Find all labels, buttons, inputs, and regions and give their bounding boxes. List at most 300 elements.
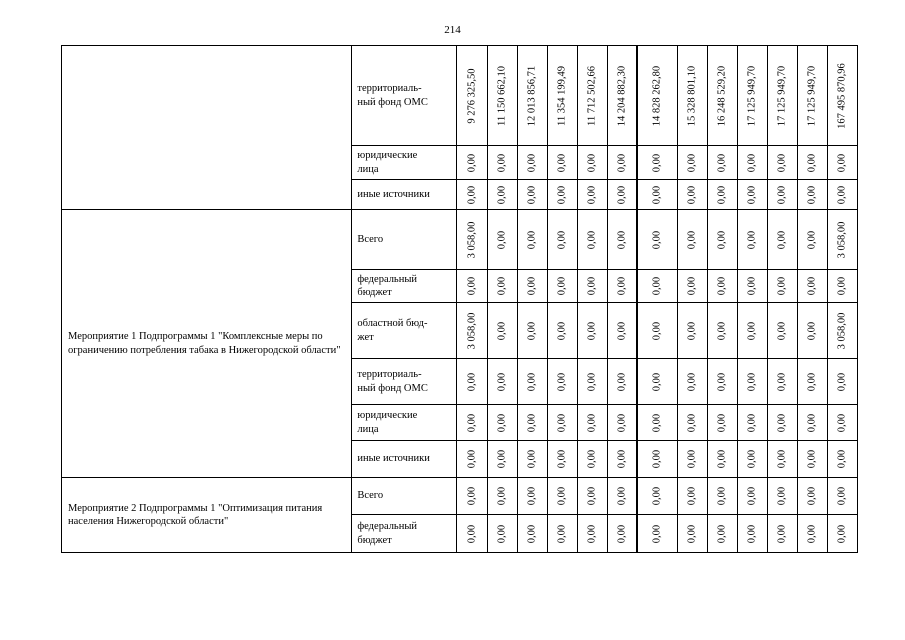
value-cell [457, 303, 487, 359]
value-text: 0,00 [616, 413, 628, 432]
value-cell [577, 146, 607, 180]
value-cell [487, 515, 517, 553]
value-text: 0,00 [651, 185, 663, 204]
measure-cell: Мероприятие 1 Подпрограммы 1 "Комплексные меры по ограничению потребления табака в Нижегородской области" [62, 210, 352, 478]
value-cell [457, 180, 487, 210]
value-cell [707, 146, 737, 180]
value-text: 0,00 [716, 486, 728, 506]
value-text: 0,00 [466, 185, 478, 204]
value-text: 0,00 [616, 153, 628, 172]
value-text: 0,00 [806, 524, 818, 543]
value-text: 14 204 882,30 [616, 65, 628, 126]
value-text: 0,00 [466, 153, 478, 172]
value-text: 0,00 [836, 449, 848, 469]
value-cell [797, 303, 827, 359]
value-text: 0,00 [556, 321, 568, 340]
value-cell [487, 359, 517, 405]
value-cell [607, 146, 637, 180]
value-cell [827, 210, 857, 270]
value-text: 0,00 [836, 486, 848, 506]
value-text: 0,00 [556, 185, 568, 204]
value-cell [677, 515, 707, 553]
value-cell [547, 441, 577, 478]
value-text: 0,00 [716, 185, 728, 204]
value-cell [547, 405, 577, 441]
value-cell [797, 210, 827, 270]
value-cell [677, 146, 707, 180]
value-cell [607, 405, 637, 441]
value-text: 3 058,00 [466, 221, 478, 258]
value-text: 0,00 [496, 321, 508, 340]
value-text: 0,00 [746, 321, 758, 340]
value-cell [707, 210, 737, 270]
value-cell [547, 146, 577, 180]
value-text: 0,00 [586, 276, 598, 296]
value-cell [707, 441, 737, 478]
value-text: 0,00 [526, 276, 538, 296]
funding-source-cell: Всего [352, 210, 457, 270]
value-cell [827, 180, 857, 210]
value-text: 0,00 [586, 449, 598, 469]
value-cell [797, 515, 827, 553]
value-text: 0,00 [651, 413, 663, 432]
value-cell [547, 359, 577, 405]
value-text: 0,00 [716, 230, 728, 249]
value-text: 0,00 [466, 449, 478, 469]
value-text: 0,00 [616, 185, 628, 204]
value-text: 0,00 [466, 276, 478, 296]
value-cell [607, 303, 637, 359]
value-text: 0,00 [716, 153, 728, 172]
value-cell [677, 478, 707, 515]
value-text: 0,00 [686, 413, 698, 432]
value-text: 0,00 [746, 413, 758, 432]
value-cell [517, 405, 547, 441]
value-text: 0,00 [526, 524, 538, 543]
value-cell [637, 46, 677, 146]
value-cell [767, 478, 797, 515]
value-text: 0,00 [651, 372, 663, 391]
value-cell [487, 303, 517, 359]
value-text: 0,00 [586, 230, 598, 249]
value-cell [547, 46, 577, 146]
value-text: 0,00 [776, 413, 788, 432]
value-text: 0,00 [776, 524, 788, 543]
value-cell [677, 46, 707, 146]
value-text: 15 328 801,10 [686, 65, 698, 126]
value-cell [637, 405, 677, 441]
table-row [62, 46, 858, 146]
measure-cell: Мероприятие 2 Подпрограммы 1 "Оптимизация питания населения Нижегородской области" [62, 478, 352, 553]
value-text: 0,00 [716, 449, 728, 469]
value-cell [607, 515, 637, 553]
value-cell [707, 270, 737, 303]
value-text: 0,00 [526, 486, 538, 506]
value-text: 0,00 [496, 230, 508, 249]
value-cell [487, 405, 517, 441]
value-text: 0,00 [806, 321, 818, 340]
value-text: 0,00 [806, 230, 818, 249]
value-text: 0,00 [616, 321, 628, 340]
value-text: 167 495 870,96 [836, 62, 848, 129]
funding-source-cell: иные источники [352, 180, 457, 210]
value-cell [457, 478, 487, 515]
value-cell [737, 515, 767, 553]
value-text: 0,00 [496, 413, 508, 432]
value-cell [547, 515, 577, 553]
value-cell [547, 303, 577, 359]
value-text: 0,00 [716, 413, 728, 432]
value-cell [737, 478, 767, 515]
value-cell [827, 441, 857, 478]
value-text: 0,00 [806, 413, 818, 432]
value-cell [767, 515, 797, 553]
value-text: 0,00 [746, 276, 758, 296]
value-text: 0,00 [746, 230, 758, 249]
value-text: 0,00 [466, 486, 478, 506]
value-cell [547, 210, 577, 270]
value-cell [607, 210, 637, 270]
value-cell [607, 180, 637, 210]
value-text: 0,00 [651, 486, 663, 506]
value-cell [547, 478, 577, 515]
value-text: 11 354 199,49 [556, 65, 568, 126]
funding-source-cell: территориаль- ный фонд ОМС [352, 46, 457, 146]
value-cell [637, 146, 677, 180]
value-cell [797, 46, 827, 146]
value-cell [487, 46, 517, 146]
value-text: 0,00 [746, 153, 758, 172]
value-cell [677, 270, 707, 303]
value-text: 11 712 502,66 [586, 65, 598, 126]
value-cell [457, 515, 487, 553]
value-cell [737, 46, 767, 146]
value-cell [767, 441, 797, 478]
value-cell [677, 359, 707, 405]
value-cell [737, 146, 767, 180]
value-text: 0,00 [836, 372, 848, 391]
value-cell [797, 405, 827, 441]
value-cell [767, 210, 797, 270]
value-cell [577, 515, 607, 553]
value-cell [737, 303, 767, 359]
value-text: 0,00 [556, 486, 568, 506]
funding-source-cell: федеральный бюджет [352, 270, 457, 303]
value-cell [707, 46, 737, 146]
value-cell [517, 210, 547, 270]
value-cell [767, 180, 797, 210]
value-cell [707, 515, 737, 553]
value-text: 0,00 [776, 321, 788, 340]
value-text: 0,00 [526, 153, 538, 172]
value-text: 0,00 [651, 524, 663, 543]
value-text: 0,00 [776, 153, 788, 172]
value-text: 0,00 [616, 372, 628, 391]
value-cell [797, 180, 827, 210]
value-text: 0,00 [556, 372, 568, 391]
value-cell [517, 46, 547, 146]
value-cell [827, 478, 857, 515]
value-text: 0,00 [806, 276, 818, 296]
value-cell [487, 210, 517, 270]
value-text: 14 828 262,80 [651, 65, 663, 126]
value-text: 0,00 [466, 413, 478, 432]
value-text: 0,00 [526, 449, 538, 469]
value-cell [827, 515, 857, 553]
value-cell [487, 478, 517, 515]
value-cell [547, 180, 577, 210]
value-cell [457, 441, 487, 478]
value-text: 0,00 [496, 185, 508, 204]
value-text: 0,00 [586, 486, 598, 506]
value-cell [797, 270, 827, 303]
value-text: 0,00 [686, 321, 698, 340]
value-cell [827, 405, 857, 441]
value-text: 0,00 [616, 449, 628, 469]
value-text: 0,00 [556, 230, 568, 249]
value-text: 0,00 [776, 185, 788, 204]
value-text: 0,00 [466, 524, 478, 543]
value-text: 17 125 949,70 [806, 65, 818, 126]
value-cell [517, 146, 547, 180]
value-text: 0,00 [746, 185, 758, 204]
value-text: 0,00 [616, 524, 628, 543]
value-text: 0,00 [496, 372, 508, 391]
value-cell [827, 303, 857, 359]
value-cell [577, 270, 607, 303]
value-cell [767, 270, 797, 303]
value-cell [487, 270, 517, 303]
value-cell [637, 270, 677, 303]
funding-source-cell: Всего [352, 478, 457, 515]
value-cell [677, 441, 707, 478]
value-cell [487, 146, 517, 180]
value-text: 0,00 [686, 372, 698, 391]
table-row [62, 210, 858, 270]
value-text: 0,00 [616, 276, 628, 296]
value-cell [517, 441, 547, 478]
value-cell [637, 515, 677, 553]
value-text: 0,00 [586, 153, 598, 172]
value-cell [577, 405, 607, 441]
value-text: 0,00 [686, 185, 698, 204]
value-cell [547, 270, 577, 303]
value-cell [577, 180, 607, 210]
value-cell [637, 359, 677, 405]
funding-table [61, 45, 858, 553]
value-text: 0,00 [651, 449, 663, 469]
value-cell [707, 478, 737, 515]
value-text: 0,00 [651, 230, 663, 249]
value-cell [767, 359, 797, 405]
value-cell [457, 146, 487, 180]
value-cell [517, 515, 547, 553]
value-cell [737, 441, 767, 478]
value-text: 0,00 [651, 153, 663, 172]
page-number: 214 [444, 24, 461, 36]
value-cell [637, 441, 677, 478]
table-row [62, 478, 858, 515]
measure-cell [62, 46, 352, 210]
value-text: 0,00 [686, 230, 698, 249]
value-cell [677, 303, 707, 359]
value-text: 0,00 [746, 486, 758, 506]
value-cell [707, 405, 737, 441]
value-text: 17 125 949,70 [776, 65, 788, 126]
value-text: 0,00 [746, 372, 758, 391]
value-text: 0,00 [586, 413, 598, 432]
value-text: 0,00 [716, 524, 728, 543]
value-text: 0,00 [496, 276, 508, 296]
value-cell [677, 210, 707, 270]
value-cell [797, 478, 827, 515]
value-text: 0,00 [806, 153, 818, 172]
value-cell [797, 359, 827, 405]
value-text: 0,00 [526, 321, 538, 340]
value-cell [767, 303, 797, 359]
value-text: 0,00 [651, 321, 663, 340]
value-cell [677, 180, 707, 210]
value-cell [637, 303, 677, 359]
value-cell [737, 210, 767, 270]
value-cell [767, 46, 797, 146]
value-cell [677, 405, 707, 441]
value-text: 0,00 [806, 486, 818, 506]
value-cell [517, 180, 547, 210]
value-cell [797, 441, 827, 478]
value-cell [607, 359, 637, 405]
value-cell [517, 270, 547, 303]
value-cell [577, 303, 607, 359]
value-cell [577, 359, 607, 405]
value-cell [457, 359, 487, 405]
funding-source-cell: иные источники [352, 441, 457, 478]
value-cell [707, 180, 737, 210]
value-text: 0,00 [776, 230, 788, 249]
value-cell [517, 303, 547, 359]
value-text: 9 276 325,50 [466, 67, 478, 124]
value-cell [577, 478, 607, 515]
value-cell [457, 210, 487, 270]
value-cell [487, 180, 517, 210]
value-text: 0,00 [836, 276, 848, 296]
value-text: 0,00 [526, 230, 538, 249]
value-cell [827, 359, 857, 405]
value-text: 0,00 [806, 372, 818, 391]
value-cell [827, 46, 857, 146]
funding-source-cell: территориаль- ный фонд ОМС [352, 359, 457, 405]
value-cell [607, 478, 637, 515]
value-text: 0,00 [556, 449, 568, 469]
value-text: 0,00 [556, 276, 568, 296]
value-text: 0,00 [776, 486, 788, 506]
funding-source-cell: юридические лица [352, 146, 457, 180]
value-text: 0,00 [806, 185, 818, 204]
value-cell [487, 441, 517, 478]
value-text: 0,00 [746, 524, 758, 543]
value-cell [457, 46, 487, 146]
value-text: 0,00 [806, 449, 818, 469]
value-text: 0,00 [616, 486, 628, 506]
value-text: 3 058,00 [836, 312, 848, 349]
funding-source-cell: областной бюд- жет [352, 303, 457, 359]
value-cell [577, 210, 607, 270]
value-cell [577, 441, 607, 478]
value-cell [767, 146, 797, 180]
value-cell [637, 210, 677, 270]
value-text: 0,00 [556, 413, 568, 432]
value-text: 0,00 [686, 449, 698, 469]
value-text: 17 125 949,70 [746, 65, 758, 126]
value-text: 0,00 [586, 321, 598, 340]
value-cell [737, 180, 767, 210]
value-text: 11 150 662,10 [496, 65, 508, 126]
value-cell [737, 405, 767, 441]
value-text: 0,00 [776, 449, 788, 469]
value-text: 0,00 [776, 372, 788, 391]
value-text: 0,00 [466, 372, 478, 391]
funding-source-cell: федеральный бюджет [352, 515, 457, 553]
value-cell [767, 405, 797, 441]
value-cell [517, 478, 547, 515]
value-text: 0,00 [686, 486, 698, 506]
value-cell [637, 180, 677, 210]
value-text: 0,00 [496, 524, 508, 543]
value-cell [707, 359, 737, 405]
value-text: 0,00 [556, 153, 568, 172]
value-cell [707, 303, 737, 359]
value-cell [637, 478, 677, 515]
value-text: 16 248 529,20 [716, 65, 728, 126]
value-cell [457, 405, 487, 441]
funding-source-cell: юридические лица [352, 405, 457, 441]
value-text: 0,00 [836, 153, 848, 172]
value-text: 0,00 [496, 486, 508, 506]
value-text: 0,00 [496, 449, 508, 469]
value-text: 0,00 [746, 449, 758, 469]
value-cell [577, 46, 607, 146]
value-cell [607, 46, 637, 146]
value-cell [457, 270, 487, 303]
value-text: 0,00 [836, 524, 848, 543]
value-text: 0,00 [716, 276, 728, 296]
value-text: 3 058,00 [836, 221, 848, 258]
value-cell [517, 359, 547, 405]
value-cell [797, 146, 827, 180]
value-text: 0,00 [526, 413, 538, 432]
value-text: 0,00 [686, 276, 698, 296]
value-text: 0,00 [716, 372, 728, 391]
value-text: 0,00 [616, 230, 628, 249]
value-text: 0,00 [526, 372, 538, 391]
value-text: 0,00 [586, 524, 598, 543]
value-text: 0,00 [776, 276, 788, 296]
value-text: 0,00 [651, 276, 663, 296]
value-text: 0,00 [716, 321, 728, 340]
value-cell [737, 270, 767, 303]
value-text: 0,00 [686, 524, 698, 543]
value-cell [737, 359, 767, 405]
value-text: 12 013 856,71 [526, 65, 538, 126]
value-cell [827, 146, 857, 180]
value-text: 0,00 [556, 524, 568, 543]
value-cell [607, 441, 637, 478]
value-cell [607, 270, 637, 303]
value-text: 0,00 [686, 153, 698, 172]
value-cell [827, 270, 857, 303]
value-text: 0,00 [836, 413, 848, 432]
value-text: 0,00 [496, 153, 508, 172]
